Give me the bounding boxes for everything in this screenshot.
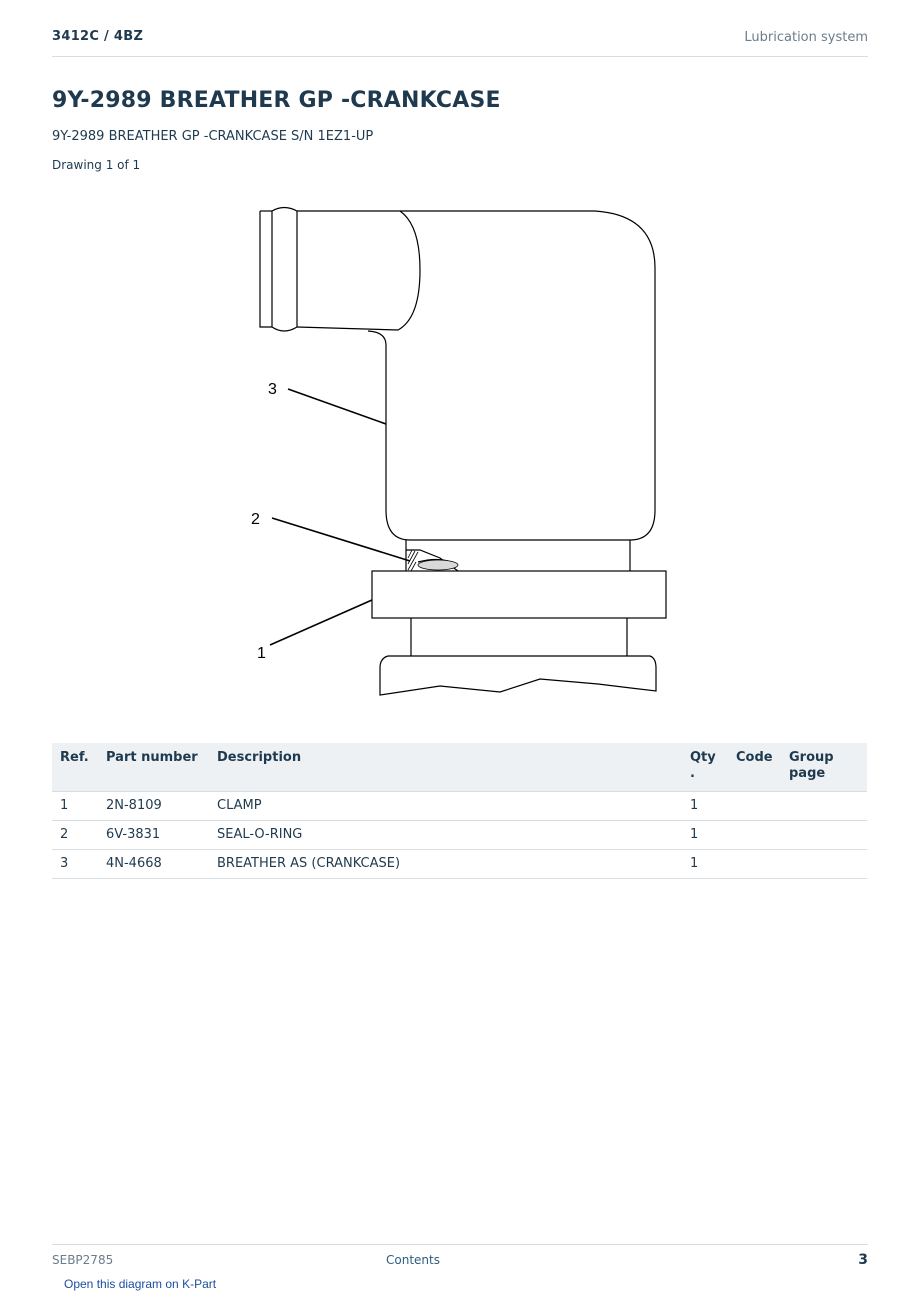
cell-ref: 3 xyxy=(52,850,98,879)
elbow-coupling xyxy=(297,211,420,330)
cell-description: BREATHER AS (CRANKCASE) xyxy=(209,850,682,879)
leader-line-1 xyxy=(270,600,372,645)
header-description: Description xyxy=(209,743,682,792)
header-qty: Qty . xyxy=(682,743,728,792)
page-number: 3 xyxy=(858,1252,868,1268)
callout-1: 1 xyxy=(257,645,266,662)
leader-line-2 xyxy=(272,518,410,561)
callout-2: 2 xyxy=(251,511,260,528)
contents-link[interactable]: Contents xyxy=(386,1253,440,1267)
cell-group-page xyxy=(781,850,867,879)
cell-part-number: 2N-8109 xyxy=(98,792,209,821)
leader-line-3 xyxy=(288,389,386,424)
cell-ref: 2 xyxy=(52,821,98,850)
section-label: Lubrication system xyxy=(744,30,868,45)
cell-part-number: 4N-4668 xyxy=(98,850,209,879)
callout-3: 3 xyxy=(268,381,277,398)
page-subtitle: 9Y-2989 BREATHER GP -CRANKCASE S/N 1EZ1-UP xyxy=(52,129,374,144)
footer-divider xyxy=(52,1244,868,1245)
clamp xyxy=(372,571,666,618)
table-row xyxy=(52,821,867,850)
page-header xyxy=(52,29,868,57)
table-header-row xyxy=(52,743,867,792)
cell-description: CLAMP xyxy=(209,792,682,821)
seal-section xyxy=(418,560,458,570)
document-id: SEBP2785 xyxy=(52,1253,114,1267)
cell-qty: 1 xyxy=(682,821,728,850)
cell-qty: 1 xyxy=(682,792,728,821)
model-label: 3412C / 4BZ xyxy=(52,29,144,44)
page-title: 9Y-2989 BREATHER GP -CRANKCASE xyxy=(52,88,501,113)
cell-description: SEAL-O-RING xyxy=(209,821,682,850)
table-row xyxy=(52,792,867,821)
table-row xyxy=(52,850,867,879)
hose-bead xyxy=(272,208,297,332)
cell-qty: 1 xyxy=(682,850,728,879)
breather-drawing xyxy=(240,196,680,706)
cell-group-page xyxy=(781,792,867,821)
header-group-page: Group page xyxy=(781,743,867,792)
drawing-count: Drawing 1 of 1 xyxy=(52,158,141,172)
crankcase-tube xyxy=(380,656,656,695)
cell-ref: 1 xyxy=(52,792,98,821)
hose-end xyxy=(260,211,272,327)
open-kpart-link[interactable]: Open this diagram on K-Part xyxy=(64,1277,217,1291)
cell-code xyxy=(728,821,781,850)
breather-body xyxy=(368,211,655,540)
parts-table xyxy=(52,743,867,879)
header-part-number: Part number xyxy=(98,743,209,792)
header-code: Code xyxy=(728,743,781,792)
cell-code xyxy=(728,850,781,879)
cell-group-page xyxy=(781,821,867,850)
parts-diagram xyxy=(240,196,680,706)
cell-code xyxy=(728,792,781,821)
cell-part-number: 6V-3831 xyxy=(98,821,209,850)
header-ref: Ref. xyxy=(52,743,98,792)
